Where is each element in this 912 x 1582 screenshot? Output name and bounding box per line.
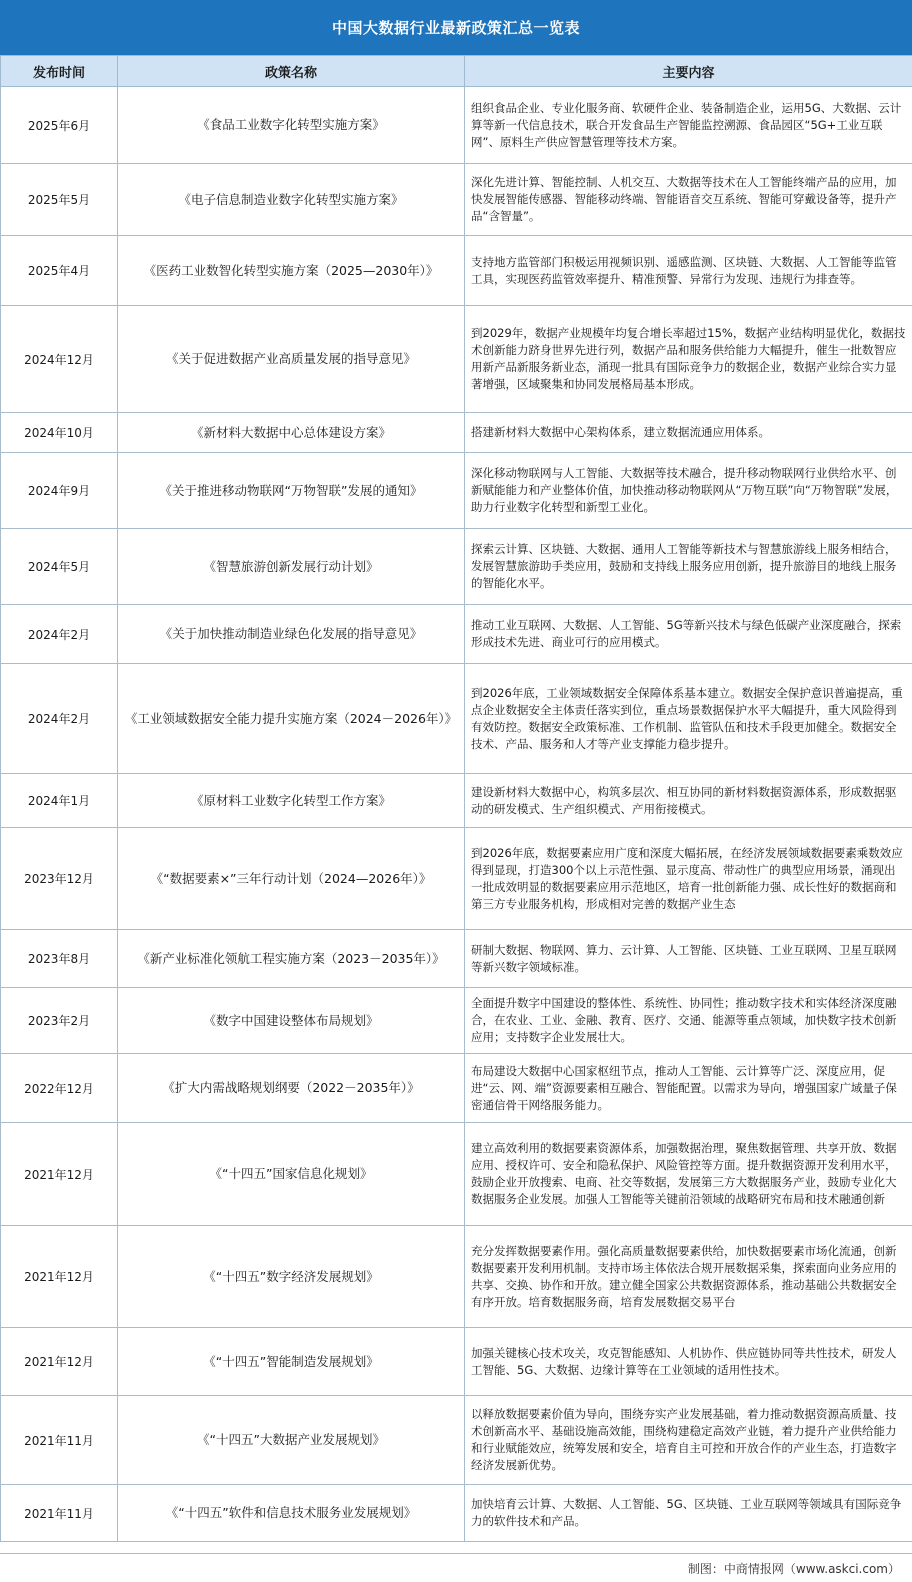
policy-name-cell: 《智慧旅游创新发展行动计划》 — [118, 529, 465, 605]
content-cell: 建立高效利用的数据要素资源体系，加强数据治理，聚焦数据管理、共享开放、数据应用、授权许可、安全和隐私保护、风险管控等方面。提升数据资源开发利用水平，鼓励企业开放搜索、电商、社交等数据，发展第三方大数据服务产业，鼓励专业化大数据服务企业发展。加强人工智能等关键前沿领域的战略研究布局和技术融通创新 — [465, 1123, 912, 1226]
table-row — [1, 664, 912, 774]
date-cell: 2024年12月 — [1, 306, 118, 413]
policy-name-cell: 《“十四五”国家信息化规划》 — [118, 1123, 465, 1226]
table-row — [1, 1226, 912, 1328]
policy-name-cell: 《“十四五”数字经济发展规划》 — [118, 1226, 465, 1328]
date-cell: 2024年9月 — [1, 453, 118, 529]
content-cell: 布局建设大数据中心国家枢纽节点，推动人工智能、云计算等广泛、深度应用，促进“云、网、端”资源要素相互融合、智能配置。以需求为导向，增强国家广域量子保密通信骨干网络服务能力。 — [465, 1054, 912, 1123]
policy-name-cell: 《扩大内需战略规划纲要（2022－2035年）》 — [118, 1054, 465, 1123]
table-row — [1, 453, 912, 529]
policy-name-cell: 《食品工业数字化转型实施方案》 — [118, 87, 465, 164]
date-cell: 2023年8月 — [1, 930, 118, 988]
content-cell: 搭建新材料大数据中心架构体系，建立数据流通应用体系。 — [465, 413, 912, 453]
date-cell: 2025年4月 — [1, 236, 118, 306]
header-date: 发布时间 — [1, 56, 118, 87]
policy-name-cell: 《工业领域数据安全能力提升实施方案（2024－2026年）》 — [118, 664, 465, 774]
content-cell: 到2029年，数据产业规模年均复合增长率超过15%，数据产业结构明显优化，数据技术创新能力跻身世界先进行列，数据产品和服务供给能力大幅提升，催生一批数智应用新产品新服务新业态，涌现一批具有国际竞争力的数据企业，数据产业综合实力显著增强，区域聚集和协同发展格局基本形成。 — [465, 306, 912, 413]
table-row — [1, 306, 912, 413]
content-cell: 组织食品企业、专业化服务商、软硬件企业、装备制造企业，运用5G、大数据、云计算等新一代信息技术，联合开发食品生产智能监控溯源、食品园区“5G+工业互联网”、原料生产供应智慧管理等技术方案。 — [465, 87, 912, 164]
date-cell: 2025年5月 — [1, 164, 118, 236]
table-row — [1, 1054, 912, 1123]
policy-name-cell: 《关于加快推动制造业绿色化发展的指导意见》 — [118, 605, 465, 664]
source-credit: 制图：中商情报网（www.askci.com） — [0, 1553, 912, 1582]
policy-name-cell: 《“十四五”软件和信息技术服务业发展规划》 — [118, 1485, 465, 1542]
date-cell: 2024年2月 — [1, 605, 118, 664]
content-cell: 充分发挥数据要素作用。强化高质量数据要素供给，加快数据要素市场化流通，创新数据要素开发利用机制。支持市场主体依法合规开展数据采集，探索面向业务应用的共享、交换、协作和开放。建立健全国家公共数据资源体系，推动基础公共数据安全有序开放。培育数据服务商，培育发展数据交易平台 — [465, 1226, 912, 1328]
content-cell: 全面提升数字中国建设的整体性、系统性、协同性；推动数字技术和实体经济深度融合，在农业、工业、金融、教育、医疗、交通、能源等重点领域，加快数字技术创新应用；支持数字企业发展壮大。 — [465, 988, 912, 1054]
content-cell: 深化先进计算、智能控制、人机交互、大数据等技术在人工智能终端产品的应用，加快发展智能传感器、智能移动终端、智能语音交互系统、智能可穿戴设备等，提升产品“含智量”。 — [465, 164, 912, 236]
content-cell: 加强关键核心技术攻关，攻克智能感知、人机协作、供应链协同等共性技术，研发人工智能、5G、大数据、边缘计算等在工业领域的适用性技术。 — [465, 1328, 912, 1396]
date-cell: 2023年2月 — [1, 988, 118, 1054]
date-cell: 2025年6月 — [1, 87, 118, 164]
date-cell: 2024年2月 — [1, 664, 118, 774]
table-row — [1, 774, 912, 828]
date-cell: 2021年12月 — [1, 1226, 118, 1328]
policy-name-cell: 《数字中国建设整体布局规划》 — [118, 988, 465, 1054]
policy-name-cell: 《“十四五”智能制造发展规划》 — [118, 1328, 465, 1396]
policy-name-cell: 《“数据要素×”三年行动计划（2024—2026年）》 — [118, 828, 465, 930]
table-row — [1, 828, 912, 930]
table-row — [1, 529, 912, 605]
date-cell: 2021年12月 — [1, 1328, 118, 1396]
table-row — [1, 988, 912, 1054]
table-title: 中国大数据行业最新政策汇总一览表 — [0, 0, 912, 55]
table-row — [1, 930, 912, 988]
content-cell: 到2026年底，数据要素应用广度和深度大幅拓展，在经济发展领域数据要素乘数效应得到显现，打造300个以上示范性强、显示度高、带动性广的典型应用场景，涌现出一批成效明显的数据要素应用示范地区，培育一批创新能力强、成长性好的数据商和第三方专业服务机构，形成相对完善的数据产业生态 — [465, 828, 912, 930]
header-row — [1, 56, 912, 87]
table-row — [1, 1485, 912, 1542]
table-row — [1, 87, 912, 164]
content-cell: 推动工业互联网、大数据、人工智能、5G等新兴技术与绿色低碳产业深度融合，探索形成技术先进、商业可行的应用模式。 — [465, 605, 912, 664]
date-cell: 2021年11月 — [1, 1396, 118, 1485]
policy-name-cell: 《关于促进数据产业高质量发展的指导意见》 — [118, 306, 465, 413]
policy-name-cell: 《原材料工业数字化转型工作方案》 — [118, 774, 465, 828]
table-row — [1, 164, 912, 236]
content-cell: 研制大数据、物联网、算力、云计算、人工智能、区块链、工业互联网、卫星互联网等新兴数字领域标准。 — [465, 930, 912, 988]
policy-name-cell: 《医药工业数智化转型实施方案（2025—2030年）》 — [118, 236, 465, 306]
date-cell: 2024年10月 — [1, 413, 118, 453]
content-cell: 深化移动物联网与人工智能、大数据等技术融合，提升移动物联网行业供给水平、创新赋能能力和产业整体价值，加快推动移动物联网从“万物互联”向“万物智联”发展，助力行业数字化转型和新型工业化。 — [465, 453, 912, 529]
policy-name-cell: 《新产业标准化领航工程实施方案（2023－2035年）》 — [118, 930, 465, 988]
date-cell: 2021年12月 — [1, 1123, 118, 1226]
date-cell: 2024年5月 — [1, 529, 118, 605]
header-name: 政策名称 — [118, 56, 465, 87]
table-row — [1, 1123, 912, 1226]
date-cell: 2022年12月 — [1, 1054, 118, 1123]
policy-name-cell: 《关于推进移动物联网“万物智联”发展的通知》 — [118, 453, 465, 529]
date-cell: 2021年11月 — [1, 1485, 118, 1542]
table-body — [1, 87, 912, 1542]
content-cell: 支持地方监管部门积极运用视频识别、遥感监测、区块链、大数据、人工智能等监管工具，实现医药监管效率提升、精准预警、异常行为发现、违规行为排查等。 — [465, 236, 912, 306]
header-content: 主要内容 — [465, 56, 912, 87]
date-cell: 2024年1月 — [1, 774, 118, 828]
policy-name-cell: 《“十四五”大数据产业发展规划》 — [118, 1396, 465, 1485]
table-row — [1, 1328, 912, 1396]
table-row — [1, 413, 912, 453]
policy-name-cell: 《新材料大数据中心总体建设方案》 — [118, 413, 465, 453]
table-row — [1, 236, 912, 306]
content-cell: 到2026年底，工业领域数据安全保障体系基本建立。数据安全保护意识普遍提高，重点企业数据安全主体责任落实到位，重点场景数据保护水平大幅提升，重大风险得到有效防控。数据安全政策标准、工作机制、监管队伍和技术手段更加健全。数据安全技术、产品、服务和人才等产业支撑能力稳步提升。 — [465, 664, 912, 774]
content-cell: 建设新材料大数据中心，构筑多层次、相互协同的新材料数据资源体系，形成数据驱动的研发模式、生产组织模式、产用衔接模式。 — [465, 774, 912, 828]
policy-table — [0, 55, 912, 1542]
table-row — [1, 605, 912, 664]
table-row — [1, 1396, 912, 1485]
policy-name-cell: 《电子信息制造业数字化转型实施方案》 — [118, 164, 465, 236]
content-cell: 以释放数据要素价值为导向，围绕夯实产业发展基础，着力推动数据资源高质量、技术创新高水平、基础设施高效能，围绕构建稳定高效产业链，着力提升产业供给能力和行业赋能效应，统筹发展和安全，培育自主可控和开放合作的产业生态，打造数字经济发展新优势。 — [465, 1396, 912, 1485]
content-cell: 加快培育云计算、大数据、人工智能、5G、区块链、工业互联网等领域具有国际竞争力的软件技术和产品。 — [465, 1485, 912, 1542]
date-cell: 2023年12月 — [1, 828, 118, 930]
content-cell: 探索云计算、区块链、大数据、通用人工智能等新技术与智慧旅游线上服务相结合，发展智慧旅游助手类应用，鼓励和支持线上服务应用创新，提升旅游目的地线上服务的智能化水平。 — [465, 529, 912, 605]
